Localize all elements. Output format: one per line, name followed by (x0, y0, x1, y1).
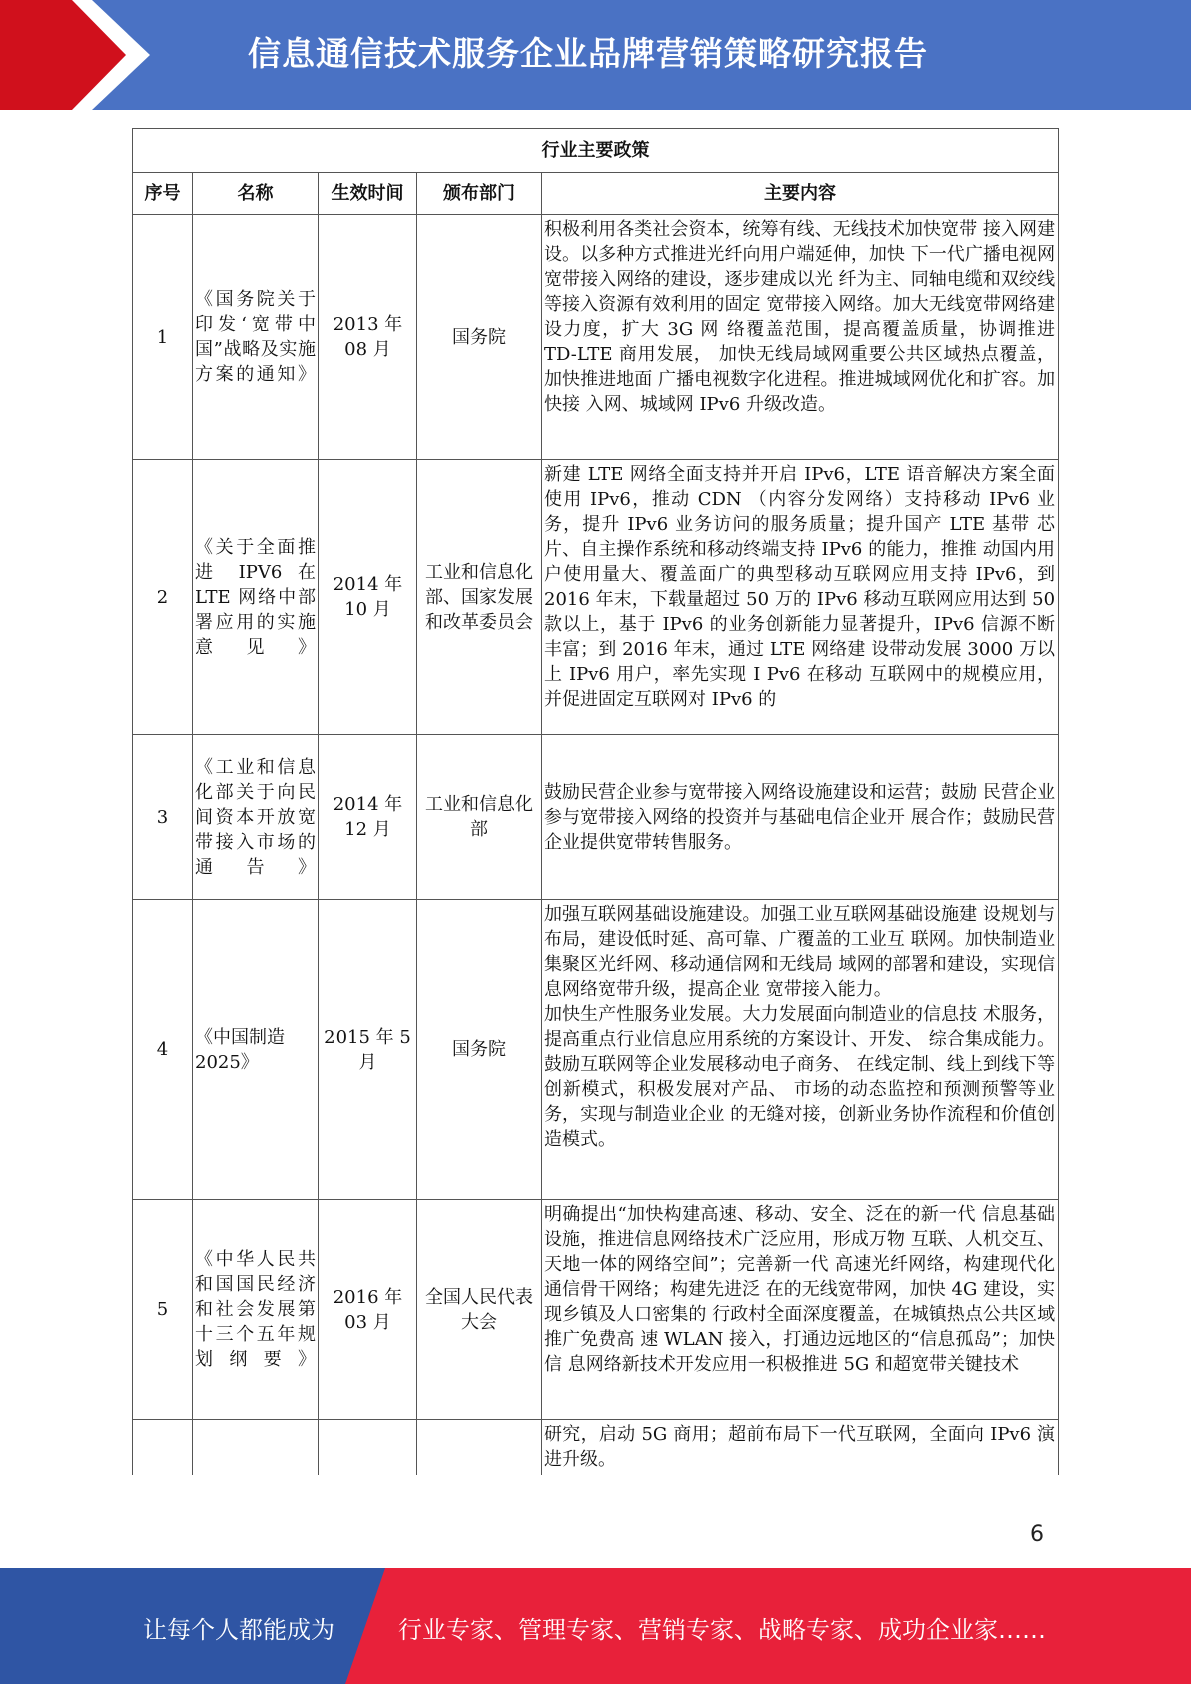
policy-content-text: 研究，启动 5G 商用；超前布局下一代互联网，全面向 IPv6 演进升级。 (544, 1424, 1056, 1470)
col-header-dept: 颁布部门 (417, 173, 542, 215)
effective-date (319, 1420, 417, 1475)
policy-name: 《关于全面推进 IPV6 在 LTE 网络中部署应用的实施意见》 (193, 460, 319, 735)
table-row (133, 1200, 1059, 1420)
footer-slogan-left: 让每个人都能成为 (143, 1616, 335, 1644)
policy-content (542, 460, 1059, 735)
row-number: 3 (133, 735, 193, 900)
effective-date: 2013 年 08 月 (319, 215, 417, 460)
row-number (133, 1420, 193, 1475)
policy-content-text: 积极利用各类社会资本，统筹有线、无线技术加快宽带 接入网建设。以多种方式推进光纤向用户端延伸，加快 下一代广播电视网宽带接入网络的建设，逐步建成以光 纤为主、同轴电缆和双绞线等接入资源有效利用的固定 宽带接入网络。加大无线宽带网络建设力度，扩大 3G 网 络覆盖范围，提高覆盖质量，协调推进 TD-LTE 商用发展， 加快无线局域网重要公共区域热点覆盖，加快推进地面 广播电视数字化进程。推进城域网优化和扩容。加快接 入网、城域网 IPv6 升级改造。 (544, 219, 1056, 415)
issuing-dept (417, 1420, 542, 1475)
policy-content-paragraph: 加快生产性服务业发展。大力发展面向制造业的信息技 术服务，提高重点行业信息应用系统的方案设计、开发、 综合集成能力。鼓励互联网等企业发展移动电子商务、 在线定制、线上到线下等创新模式，积极发展对产品、 市场的动态监控和预测预警等业务，实现与制造业企业 的无缝对接，创新业务协作流程和价值创造模式。 (544, 1004, 1056, 1150)
policy-table (132, 128, 1059, 1475)
page-footer (0, 1568, 1191, 1684)
effective-date: 2015 年 5 月 (319, 900, 417, 1200)
row-number: 1 (133, 215, 193, 460)
table-caption: 行业主要政策 (133, 129, 1059, 173)
issuing-dept: 国务院 (417, 900, 542, 1200)
footer-slogan-right: 行业专家、管理专家、营销专家、战略专家、成功企业家…… (398, 1616, 1046, 1644)
effective-date: 2014 年 12 月 (319, 735, 417, 900)
policy-name: 《中国制造 2025》 (193, 900, 319, 1200)
policy-name: 《国务院关于印发‘宽带中国”战略及实施方案的通知》 (193, 215, 319, 460)
header-arrow-decoration (0, 0, 150, 110)
policy-content (542, 1200, 1059, 1420)
page-number: 6 (1030, 1522, 1044, 1547)
policy-name: 《工业和信息化部关于向民间资本开放宽带接入市场的 通告》 (193, 735, 319, 900)
policy-content-text: 鼓励民营企业参与宽带接入网络设施建设和运营；鼓励 民营企业参与宽带接入网络的投资并与基础电信企业开 展合作；鼓励民营企业提供宽带转售服务。 (544, 781, 1056, 853)
policy-content (542, 1420, 1059, 1475)
policy-name (193, 1420, 319, 1475)
row-number: 2 (133, 460, 193, 735)
col-header-content: 主要内容 (542, 173, 1059, 215)
table-row (133, 460, 1059, 735)
issuing-dept: 工业和信息化部、国家发展和改革委员会 (417, 460, 542, 735)
policy-content-text: 新建 LTE 网络全面支持并开启 IPv6，LTE 语音解决方案全面使用 IPv6，推动 CDN （内容分发网络）支持移动 IPv6 业务，提升 IPv6 业务访问的服务质量；提升国产 LTE 基带 芯片、自主操作系统和移动终端支持 IPv6 的能力，推推 动国内用户使用量大、覆盖面广的典型移动互联网应用支持 IPv6，到 2016 年末，下载量超过 50 万的 IPv6 移动互联网应用达到 50 款以上，基于 IPv6 的业务创新能力显著提升，IPv6 信源不断丰富；到 2016 年末，通过 LTE 网络建 设带动发展 3000 万以上 IPv6 用户，率先实现 I Pv6 在移动 互联网中的规模应用，并促进固定互联网对 IPv6 的 (544, 464, 1056, 710)
effective-date: 2014 年 10 月 (319, 460, 417, 735)
col-header-number: 序号 (133, 173, 193, 215)
table-row (133, 1420, 1059, 1475)
table-row (133, 215, 1059, 460)
row-number: 5 (133, 1200, 193, 1420)
issuing-dept: 全国人民代表大会 (417, 1200, 542, 1420)
effective-date: 2016 年 03 月 (319, 1200, 417, 1420)
policy-content (542, 215, 1059, 460)
page-header (0, 0, 1191, 110)
col-header-date: 生效时间 (319, 173, 417, 215)
policy-content-text: 明确提出“加快构建高速、移动、安全、泛在的新一代 信息基础设施，推进信息网络技术广泛应用，形成万物 互联、人机交互、天地一体的网络空间”；完善新一代 高速光纤网络，构建现代化通信骨干网络；构建先进泛 在的无线宽带网，加快 4G 建设，实现乡镇及人口密集的 行政村全面深度覆盖，在城镇热点公共区域推广免费高 速 WLAN 接入，打通边远地区的“信息孤岛”；加快信 息网络新技术开发应用一积极推进 5G 和超宽带关键技术 (544, 1204, 1056, 1375)
policy-content-paragraph: 加强互联网基础设施建设。加强工业互联网基础设施建 设规划与布局，建设低时延、高可靠、广覆盖的工业互 联网。加快制造业集聚区光纤网、移动通信网和无线局 域网的部署和建设，实现信息网络宽带升级，提高企业 宽带接入能力。 (544, 904, 1056, 1000)
col-header-name: 名称 (193, 173, 319, 215)
table-header-row (133, 173, 1059, 215)
issuing-dept: 国务院 (417, 215, 542, 460)
policy-content (542, 900, 1059, 1200)
policy-content (542, 735, 1059, 900)
policy-name: 《中华人民共和国国民经济和社会发展第十三个五年规划纲要》 (193, 1200, 319, 1420)
issuing-dept: 工业和信息化部 (417, 735, 542, 900)
table-row (133, 735, 1059, 900)
report-title: 信息通信技术服务企业品牌营销策略研究报告 (248, 34, 928, 73)
table-row (133, 900, 1059, 1200)
row-number: 4 (133, 900, 193, 1200)
